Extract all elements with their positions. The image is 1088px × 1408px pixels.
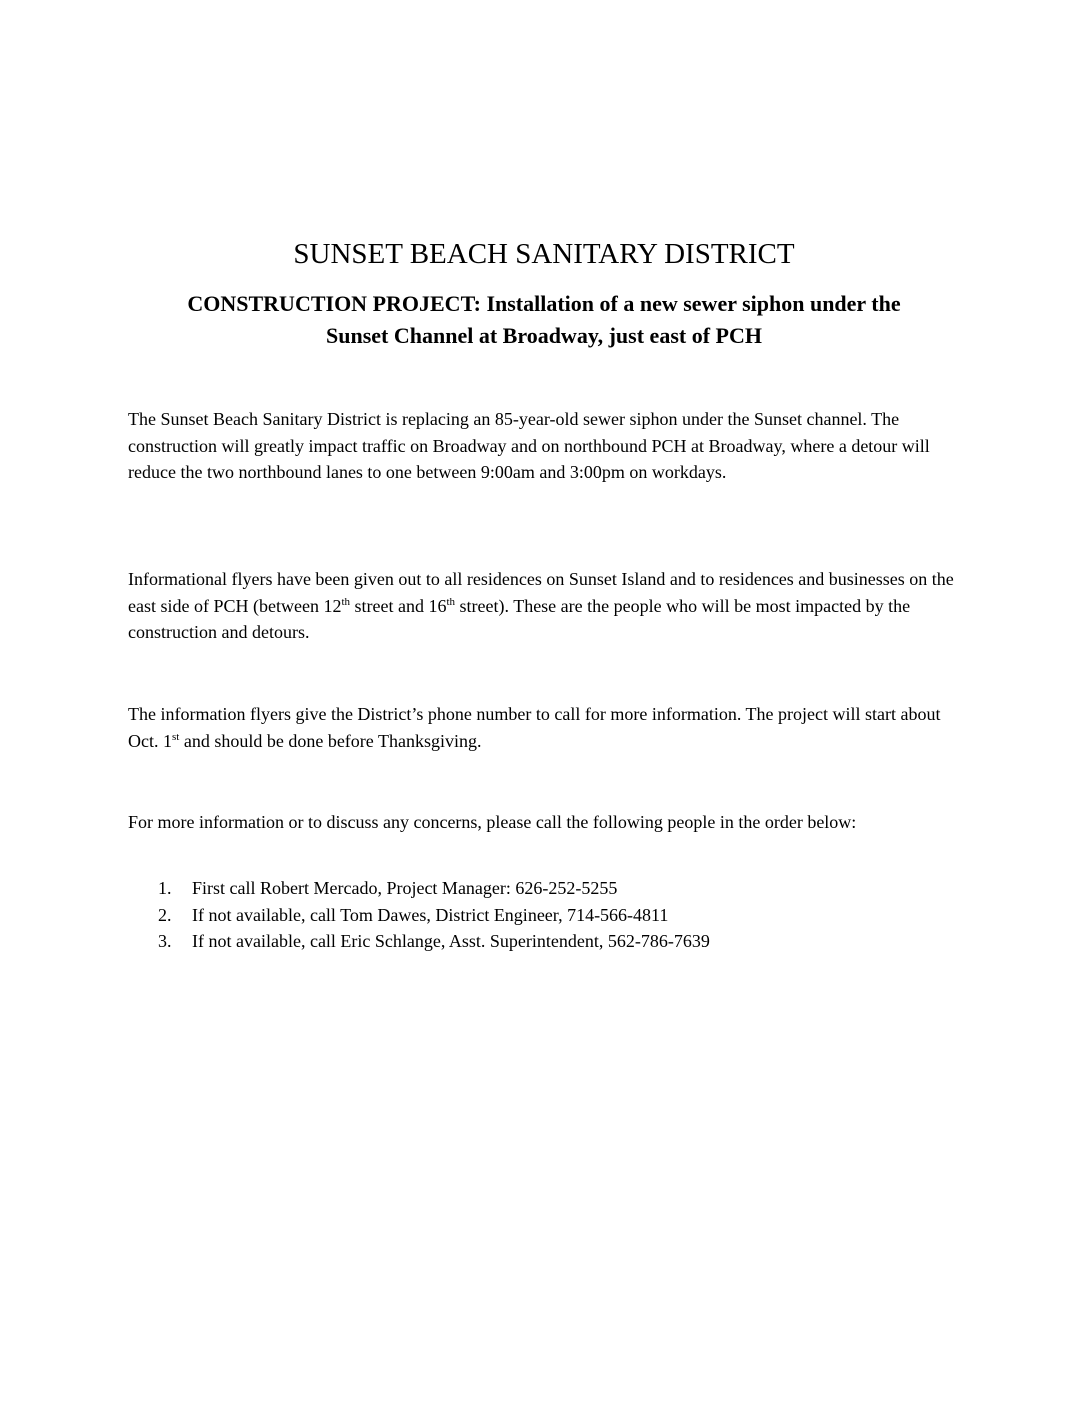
paragraph-flyers: [128, 566, 968, 646]
contact-list-item: [128, 902, 968, 929]
list-number: 2.: [158, 904, 172, 925]
paragraph-contact-intro: For more information or to discuss any concerns, please call the following people in the order below:: [128, 812, 857, 832]
paragraph-schedule-text-2: and should be done before Thanksgiving.: [179, 730, 482, 751]
contact-list-item: [128, 928, 968, 955]
paragraph-schedule-text-1: The information flyers give the District’s phone number to call for more information. The project will start about Oct. 1: [128, 704, 941, 751]
superscript-ordinal: st: [172, 730, 180, 743]
paragraph-schedule: [128, 701, 968, 754]
paragraph-flyers-text-1: Informational flyers have been given out to all residences on Sunset Island and to residences and businesses on the east side of PCH (between 12: [128, 569, 954, 616]
list-number: 1.: [158, 878, 172, 898]
subtitle-line-1: CONSTRUCTION PROJECT: Installation of a new sewer siphon under the: [187, 291, 901, 316]
contact-text: If not available, call Tom Dawes, District Engineer, 714-566-4811: [192, 904, 669, 925]
list-number: 3.: [158, 931, 172, 951]
document-subtitle: [100, 288, 988, 352]
contact-list: [128, 875, 968, 955]
contact-text: First call Robert Mercado, Project Manager: 626-252-5255: [192, 878, 618, 898]
paragraph-flyers-text-3: street). These are the people who will be most impacted by the construction and detours.: [128, 595, 911, 642]
contact-list-item: [128, 875, 968, 902]
superscript-ordinal: th: [341, 595, 351, 608]
paragraph-project-description: The Sunset Beach Sanitary District is replacing an 85-year-old sewer siphon under the Sunset channel. The construction will greatly impact traffic on Broadway and on northbound PCH at Broadway, where a detour will reduce the two northbound lanes to one between 9:00am and 3:00pm on workdays.: [128, 409, 930, 482]
contact-text: If not available, call Eric Schlange, Asst. Superintendent, 562-786-7639: [192, 931, 710, 951]
superscript-ordinal: th: [446, 595, 456, 608]
paragraph-flyers-text-2: street and 16: [350, 595, 447, 616]
document-title: SUNSET BEACH SANITARY DISTRICT: [293, 238, 795, 270]
subtitle-line-2: Sunset Channel at Broadway, just east of PCH: [326, 323, 762, 348]
